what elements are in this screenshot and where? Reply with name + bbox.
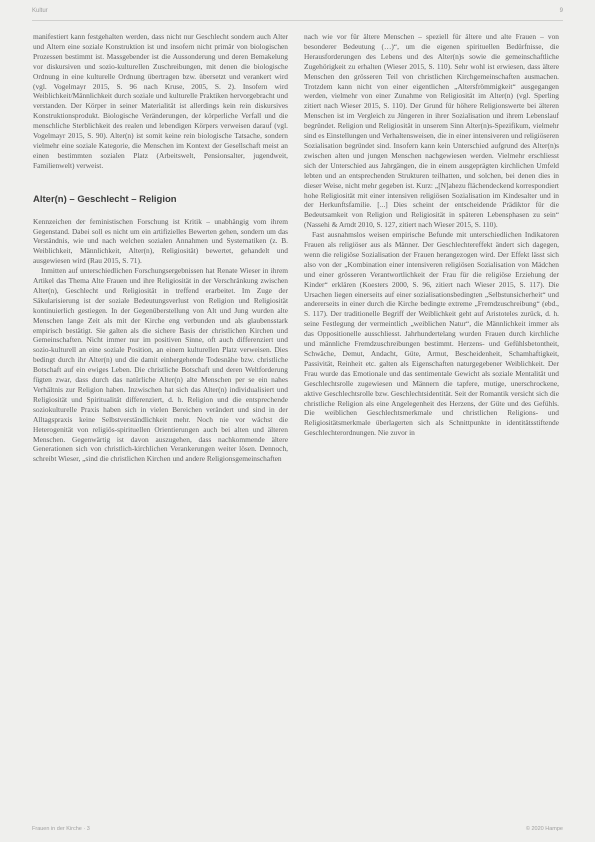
header-page-number: 9 xyxy=(559,8,563,14)
right-column xyxy=(304,32,559,438)
page-footer xyxy=(32,826,563,832)
body-paragraph: Kennzeichen der feministischen Forschung ist Kritik – unabhängig vom ihrem Gegenstand. Dabei soll es nicht um ein artifizielles Bewerten gehen, sondern um das Verständnis, wie und nach welchen sozialen Annahmen und Systematiken (z. B. Weiblichkeit, Männlichkeit, Alter(n), Religiosität) bewertet, gehandelt und ausgewiesen wird (Rau 2015, S. 71). xyxy=(33,216,288,266)
left-column xyxy=(33,32,288,464)
body-paragraph: Fast ausnahmslos weisen empirische Befunde mit unterschiedlichen Indikatoren Frauen als religiöser aus als Männer. Der Geschlechtereffekt ändert sich dagegen, wenn die religiöse Sozialisation der Frauen herangezogen wird. Der Effekt lässt sich also von der „Kombination einer intensiveren religiösen Sozialisation von Mädchen und einer grösseren Verantwortlichkeit der Frau für die religiöse Erziehung der Kinder“ erklären (Koesters 2000, S. 96, zitiert nach Wieser 2015, S. 117). Die Ursachen liegen einerseits auf einer sozialisationsbedingten „Selbstunsicherheit“ und andererseits in einer durch die Kirche bedingte extreme „Fremdzuschreibung“ (ebd., S. 117). Der traditionelle Begriff der Weiblichkeit geht auf Aristoteles zurück, d. h. seine Festlegung der vermeintlich „weiblichen Natur“, die Männlichkeit immer als das Oppositionelle ausschliesst. Jahrhundertelang wurden Frauen durch kirchliche und männliche Fremdzuschreibungen bestimmt. Herzens- und Gefühlsbetontheit, Schwäche, Demut, Andacht, Güte, Armut, Bescheidenheit, Schamhaftigkeit, Passivität, Reinheit etc. galten als Eigenschaften naturgegebener Weiblichkeit. Der Frau wurde das Emotionale und das sentimentale Gewicht als soziale Mentalität und Geschlechtsrolle zugewiesen und Männern die tapfere, mutige, unerschrockene, aktive Geschlechtsrolle bzw. Geschlechtsidentität. Seit der Romantik versicht sich die christliche Religion als eine Angelegenheit des Herzens, der Güte und des Gefühls. Die weiblichen Geschlechtsmerkmale und christlichen Religions- und Religiositätsmerkmale überlagerten sich als Schnittpunkte in identitätsstiftende Geschlechterordnungen. Nie zuvor in xyxy=(304,230,559,438)
footer-right-text: © 2020 Hampe xyxy=(525,826,563,832)
body-paragraph: Inmitten auf unterschiedlichen Forschungsergebnissen hat Renate Wieser in ihrem Artikel das Thema Alte Frauen und ihre Religiosität in der Verschränkung zwischen Alter(n), Geschlecht und Religiosität in treffend erarbeitet. Im Zuge der Säkularisierung ist der soziale Bedeutungsverlust von Religion und Religiosität kontinuierlich gestiegen. In der Gegenüberstellung von Alt und Jung wurden alte Menschen lange Zeit als mit der Kirche eng verbunden und als glaubensstark empirisch bestätigt. Sie galten als die sichere Basis der christlichen Kirchen und Gemeinschaften. Nicht immer nur im positiven Sinne, oft auch differenziert und sozio-kulturell an eine soziale Position, an einem kulturellen Platz verweisen. Dies bedingt durch ihr Alter(n) und die damit einhergehende Todesnähe bzw. christliche Botschaft auf ein ewiges Leben. Die christliche Botschaft und deren Weltforderung fügten zwar, dass durch das natürliche Alter(n) alte Menschen per se ein nahes Verhältnis zur Religion haben. Inzwischen hat sich das Alter(n) individualisiert und Religiosität und Spiritualität differenziert, d. h. Religion und die entsprechende soziokulturelle Praxis haben sich in vielen Bereichen verändert und sind in der Alltagspraxis keine Selbstverständlichkeit mehr. Noch nie vor wächst die Heterogenität von religiös-spirituellen Orientierungen auch bei alten und älteren Menschen. Gegenwärtig ist davon auszugehen, dass nachkommende ältere Generationen sich von christlich-kirchlichen Verankerungen weiter lösen. Dennoch, schreibt Wieser, „sind die christlichen Kirchen und andere Religionsgemeinschaften xyxy=(33,266,288,464)
body-paragraph: nach wie vor für ältere Menschen – speziell für ältere und alte Frauen – von besonderer Bedeutung (…)“, um die eigenen spirituellen Bedürfnisse, die Herausforderungen des Lebens und des Alter(n)s sowie die gemeinschaftliche Zugehörigkeit zu erhalten (Wieser 2015, S. 110). Sehr wohl ist erwiesen, dass ältere Menschen den grösseren Teil von christlichen Kirchgemeinschaften ausmachen. Trotzdem kann nicht von einer eigentlichen „Altersfrömmigkeit“ ausgegangen werden, vielmehr von einer Zunahme von Religiosität im Alter(n) (vgl. Sperling zitiert nach Wieser 2015, S. 110). Der Grund für höhere Religionswerte bei älteren Menschen ist im Vergleich zu Jüngeren in ihrer Sozialisation und ihrem Lebenslauf begründet. Religion und Religiosität in unserem Sinn Alter(n)s-Spezifikum, vielmehr sind es Einstellungen und Verhaltensweisen, die in einer intensiveren und religiöseren Sozialisation begründet sind. Insofern kann kein Unterschied aufgrund des Alter(n)s zwischen alten und jungen Menschen nachgewiesen werden. Vielmehr erschliesst sich der Unterschied aus Jahrgängen, die in einem ausgeprägten kirchlichen Umfeld lebten und an entsprechenden Strukturen teilhatten, und solchen, bei denen dies in dieser Weise, nicht mehr gegeben ist. Kurz: „[N]ahezu flächendeckend korrespondiert hohe Religiosität mit einer intensiven religiösen Sozialisation im Kindesalter und in der Herkunftsfamilie. [...] Dies scheint der entscheidende Prädiktor für die Bedeutsamkeit von Religion und Religiosität in späteren Lebensphasen zu sein“ (Nassehi & Arndt 2010, S. 127, zitiert nach Wieser 2015, S. 110). xyxy=(304,32,559,230)
section-heading: Alter(n) – Geschlecht – Religion xyxy=(33,193,177,205)
footer-left-text: Frauen in der Kirche · 3 xyxy=(32,826,90,832)
header-section-title: Kultur xyxy=(32,8,48,14)
body-paragraph: manifestiert kann festgehalten werden, dass nicht nur Geschlecht sondern auch Alter und Altern eine soziale Konstruktion ist und insofern nicht primär von biologischen Prozessen bestimmt ist. Massgebender ist die Aussonderung und deren Bemakelung vor diskursiven und sozio-kulturellen Zuschreibungen, mit denen die biologische Ordnung in eine kulturelle Ordnung übertragen bzw. übersetzt und verankert wird (vgl. Vogelmayr 2015, S. 96 nach Kruse, 2005, S. 2). Insofern wird Weiblichkeit/Männlichkeit durch soziale und kulturelle Praktiken hervorgebracht und verstanden. Der Körper in seiner Materialität ist allerdings kein rein diskursives Konstruktionsprodukt. Biologische Veränderungen, der körperliche Verfall und die menschliche Sterblichkeit des realen und lebendigen Körpers verweisen darauf (vgl. Vogelmayr 2015, S. 90). Alter(n) ist somit keine rein biologische Tatsache, sondern vielmehr eine soziale Kategorie, die Menschen im Kontext der Gesellschaft meist an einen bestimmten sozialen Platz (Arbeitswelt, Pensionsalter, jugendweit, Familienwelt) verweist. xyxy=(33,32,288,170)
running-header xyxy=(32,8,563,20)
header-divider xyxy=(32,20,563,21)
